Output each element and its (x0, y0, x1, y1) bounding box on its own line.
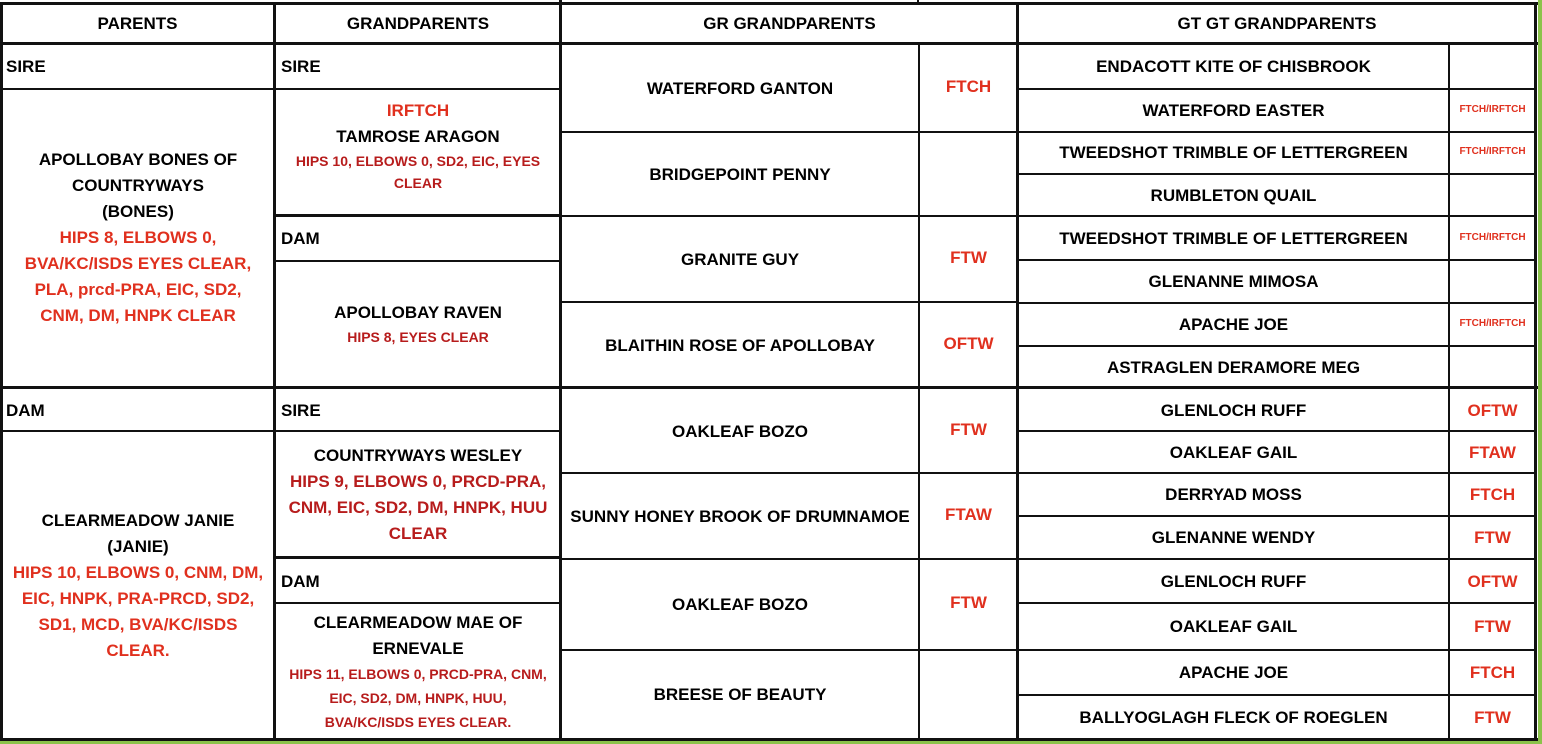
gp4-label-text: DAM (281, 572, 320, 591)
gt-gt-grandparent-name: OAKLEAF GAIL (1169, 616, 1298, 636)
grid-line-horizontal (1018, 302, 1536, 304)
grid-line-horizontal (1018, 215, 1536, 217)
gt-gt-grandparent-title: FTCH/IRFTCH (1459, 103, 1526, 115)
gr-grandparent-title: FTCH (945, 76, 992, 96)
grid-line-horizontal (1018, 515, 1536, 517)
grid-line-horizontal (275, 556, 561, 559)
header-gt-gt-grandparents-text: GT GT GRANDPARENTS (1177, 14, 1377, 33)
dam-cell (4, 432, 272, 740)
gt-gt-grandparent-title: FTCH (1469, 662, 1516, 682)
dam-label-text: DAM (6, 400, 45, 420)
header-parents (0, 4, 275, 44)
gr-grandparent-name: OAKLEAF BOZO (672, 595, 808, 614)
grid-line-horizontal (275, 430, 561, 432)
sire-label-text: SIRE (6, 57, 46, 76)
grid-line-vertical (1448, 45, 1450, 740)
dam-name: CLEARMEADOW JANIE (41, 511, 235, 530)
grid-line-horizontal (1018, 345, 1536, 347)
gt-gt-grandparent-title: FTCH/IRFTCH (1459, 317, 1526, 329)
grid-line-vertical (1016, 2, 1019, 742)
grid-line-horizontal (561, 215, 1018, 217)
gp1-cell (277, 98, 559, 204)
gp3-label (275, 389, 561, 432)
grid-line-horizontal (561, 558, 1018, 560)
dam-label (0, 389, 275, 432)
gp1-health: HIPS 10, ELBOWS 0, SD2, EIC, EYES CLEAR (295, 153, 541, 191)
gr-grandparent-name: SUNNY HONEY BROOK OF DRUMNAMOE (570, 507, 910, 526)
gt-gt-grandparent-name: BALLYOGLAGH FLECK OF ROEGLEN (1079, 707, 1388, 727)
header-grandparents (275, 4, 561, 44)
grid-line-vertical (559, 0, 562, 742)
gp3-name: COUNTRYWAYS WESLEY (313, 446, 523, 465)
gp3-health: HIPS 9, ELBOWS 0, PRCD-PRA, CNM, EIC, SD2, DM, HNPK, HUU CLEAR (288, 472, 548, 543)
gp3-cell (277, 432, 559, 558)
gt-gt-grandparent-name: GLENLOCH RUFF (1160, 571, 1307, 591)
dam-health: HIPS 10, ELBOWS 0, CNM, DM, EIC, HNPK, PRA-PRCD, SD2, SD1, MCD, BVA/KC/ISDS CLEAR. (12, 563, 264, 660)
green-edge-right (1538, 0, 1542, 744)
grid-line-vertical (0, 2, 3, 742)
sire-label (0, 45, 275, 89)
gt-gt-grandparent-name: GLENANNE MIMOSA (1148, 271, 1319, 291)
grid-line-horizontal (275, 260, 561, 262)
grid-line-horizontal (561, 472, 1018, 474)
gr-grandparent-name: BRIDGEPOINT PENNY (649, 164, 831, 184)
grid-line-vertical (273, 2, 276, 742)
gr-grandparent-name: OAKLEAF BOZO (672, 421, 808, 441)
gt-gt-grandparent-title (1449, 260, 1536, 303)
gr-grandparent-title: FTW (950, 247, 987, 267)
gp3-label-text: SIRE (281, 400, 321, 420)
gt-gt-grandparent-title: OFTW (1467, 571, 1518, 591)
grid-line-horizontal (1018, 649, 1536, 651)
sire-cell (4, 89, 272, 387)
gt-gt-grandparent-title (1449, 174, 1536, 217)
header-gt-gt-grandparents (1018, 4, 1536, 44)
gt-gt-grandparent-name: APACHE JOE (1178, 314, 1289, 334)
gt-gt-grandparent-title: FTW (1474, 616, 1511, 636)
dam-nick: (JANIE) (107, 537, 169, 556)
gt-gt-grandparent-name: TWEEDSHOT TRIMBLE OF LETTERGREEN (1059, 228, 1408, 248)
gt-gt-grandparent-title (1449, 45, 1536, 89)
gt-gt-grandparent-title: FTW (1474, 528, 1511, 547)
gr-grandparent-title (919, 650, 1018, 740)
gp2-name: APOLLOBAY RAVEN (334, 303, 502, 322)
gr-grandparent-title: FTW (950, 419, 987, 439)
gt-gt-grandparent-name: OAKLEAF GAIL (1169, 443, 1298, 462)
grid-line-horizontal (0, 430, 275, 432)
grid-line-horizontal (0, 42, 1538, 45)
gp4-name: CLEARMEADOW MAE OF ERNEVALE (313, 613, 523, 658)
grid-line-horizontal (1018, 173, 1536, 175)
gt-gt-grandparent-name: WATERFORD EASTER (1142, 100, 1325, 120)
grid-line-vertical (917, 0, 919, 4)
gt-gt-grandparent-name: RUMBLETON QUAIL (1150, 185, 1317, 205)
grid-line-horizontal (1018, 131, 1536, 133)
gt-gt-grandparent-title: OFTW (1467, 400, 1518, 420)
gp2-cell (277, 261, 559, 387)
gr-grandparent-name: BLAITHIN ROSE OF APOLLOBAY (605, 335, 875, 355)
gp1-label-text: SIRE (281, 57, 321, 76)
gr-grandparent-title (919, 132, 1018, 217)
gr-grandparent-title: OFTW (943, 333, 994, 353)
gr-grandparent-name: WATERFORD GANTON (646, 78, 834, 98)
gt-gt-grandparent-title: FTAW (1469, 443, 1516, 462)
gr-grandparent-title: FTW (950, 593, 987, 612)
header-parents-text: PARENTS (97, 14, 178, 33)
grid-line-horizontal (0, 88, 275, 90)
sire-health: HIPS 8, ELBOWS 0, BVA/KC/ISDS EYES CLEAR, PLA, prcd-PRA, EIC, SD2, CNM, DM, HNPK CLEAR (24, 228, 252, 325)
gr-grandparent-name: GRANITE GUY (680, 249, 800, 269)
sire-nick: (BONES) (102, 202, 174, 221)
grid-line-horizontal (0, 2, 1538, 5)
gp2-label-text: DAM (281, 229, 320, 248)
grid-line-horizontal (561, 131, 1018, 133)
gp2-label (275, 217, 561, 261)
grid-line-horizontal (275, 602, 561, 604)
gp4-cell (277, 604, 559, 740)
grid-line-horizontal (1018, 472, 1536, 474)
gp4-label (275, 560, 561, 604)
gp1-label (275, 45, 561, 89)
grid-line-vertical (1534, 2, 1537, 742)
gt-gt-grandparent-name: DERRYAD MOSS (1165, 485, 1302, 504)
grid-line-horizontal (561, 649, 1018, 651)
gt-gt-grandparent-title: FTW (1474, 707, 1511, 727)
gt-gt-grandparent-title (1449, 346, 1536, 389)
gp1-title: IRFTCH (386, 101, 450, 120)
sire-name: APOLLOBAY BONES OF COUNTRYWAYS (38, 150, 238, 195)
gt-gt-grandparent-name: TWEEDSHOT TRIMBLE OF LETTERGREEN (1059, 143, 1408, 162)
gp4-health: HIPS 11, ELBOWS 0, PRCD-PRA, CNM, EIC, SD2, DM, HNPK, HUU, BVA/KC/ISDS EYES CLEAR. (289, 666, 547, 730)
grid-line-horizontal (1018, 558, 1536, 560)
gt-gt-grandparent-title: FTCH/IRFTCH (1459, 231, 1526, 243)
gt-gt-grandparent-name: GLENANNE WENDY (1151, 528, 1316, 547)
header-gr-grandparents (561, 4, 1018, 44)
gt-gt-grandparent-name: GLENLOCH RUFF (1160, 400, 1307, 420)
header-gr-grandparents-text: GR GRANDPARENTS (703, 14, 876, 33)
grid-line-horizontal (1018, 694, 1536, 696)
grid-line-vertical (918, 45, 920, 740)
grid-line-horizontal (275, 214, 561, 217)
grid-line-horizontal (0, 386, 1538, 389)
gp1-name: TAMROSE ARAGON (336, 127, 500, 146)
gt-gt-grandparent-name: ASTRAGLEN DERAMORE MEG (1106, 357, 1361, 377)
gr-grandparent-title: FTAW (945, 505, 992, 524)
gp2-health: HIPS 8, EYES CLEAR (347, 329, 489, 345)
gr-grandparent-name: BREESE OF BEAUTY (653, 685, 827, 704)
gt-gt-grandparent-name: APACHE JOE (1178, 662, 1289, 682)
grid-line-horizontal (1018, 259, 1536, 261)
grid-line-horizontal (1018, 88, 1536, 90)
gt-gt-grandparent-title: FTCH/IRFTCH (1459, 146, 1526, 157)
header-grandparents-text: GRANDPARENTS (346, 14, 490, 33)
grid-line-horizontal (561, 301, 1018, 303)
grid-line-horizontal (1018, 602, 1536, 604)
gt-gt-grandparent-name: ENDACOTT KITE OF CHISBROOK (1096, 57, 1371, 76)
grid-line-horizontal (275, 88, 561, 90)
gt-gt-grandparent-title: FTCH (1469, 485, 1516, 504)
grid-line-horizontal (1018, 430, 1536, 432)
